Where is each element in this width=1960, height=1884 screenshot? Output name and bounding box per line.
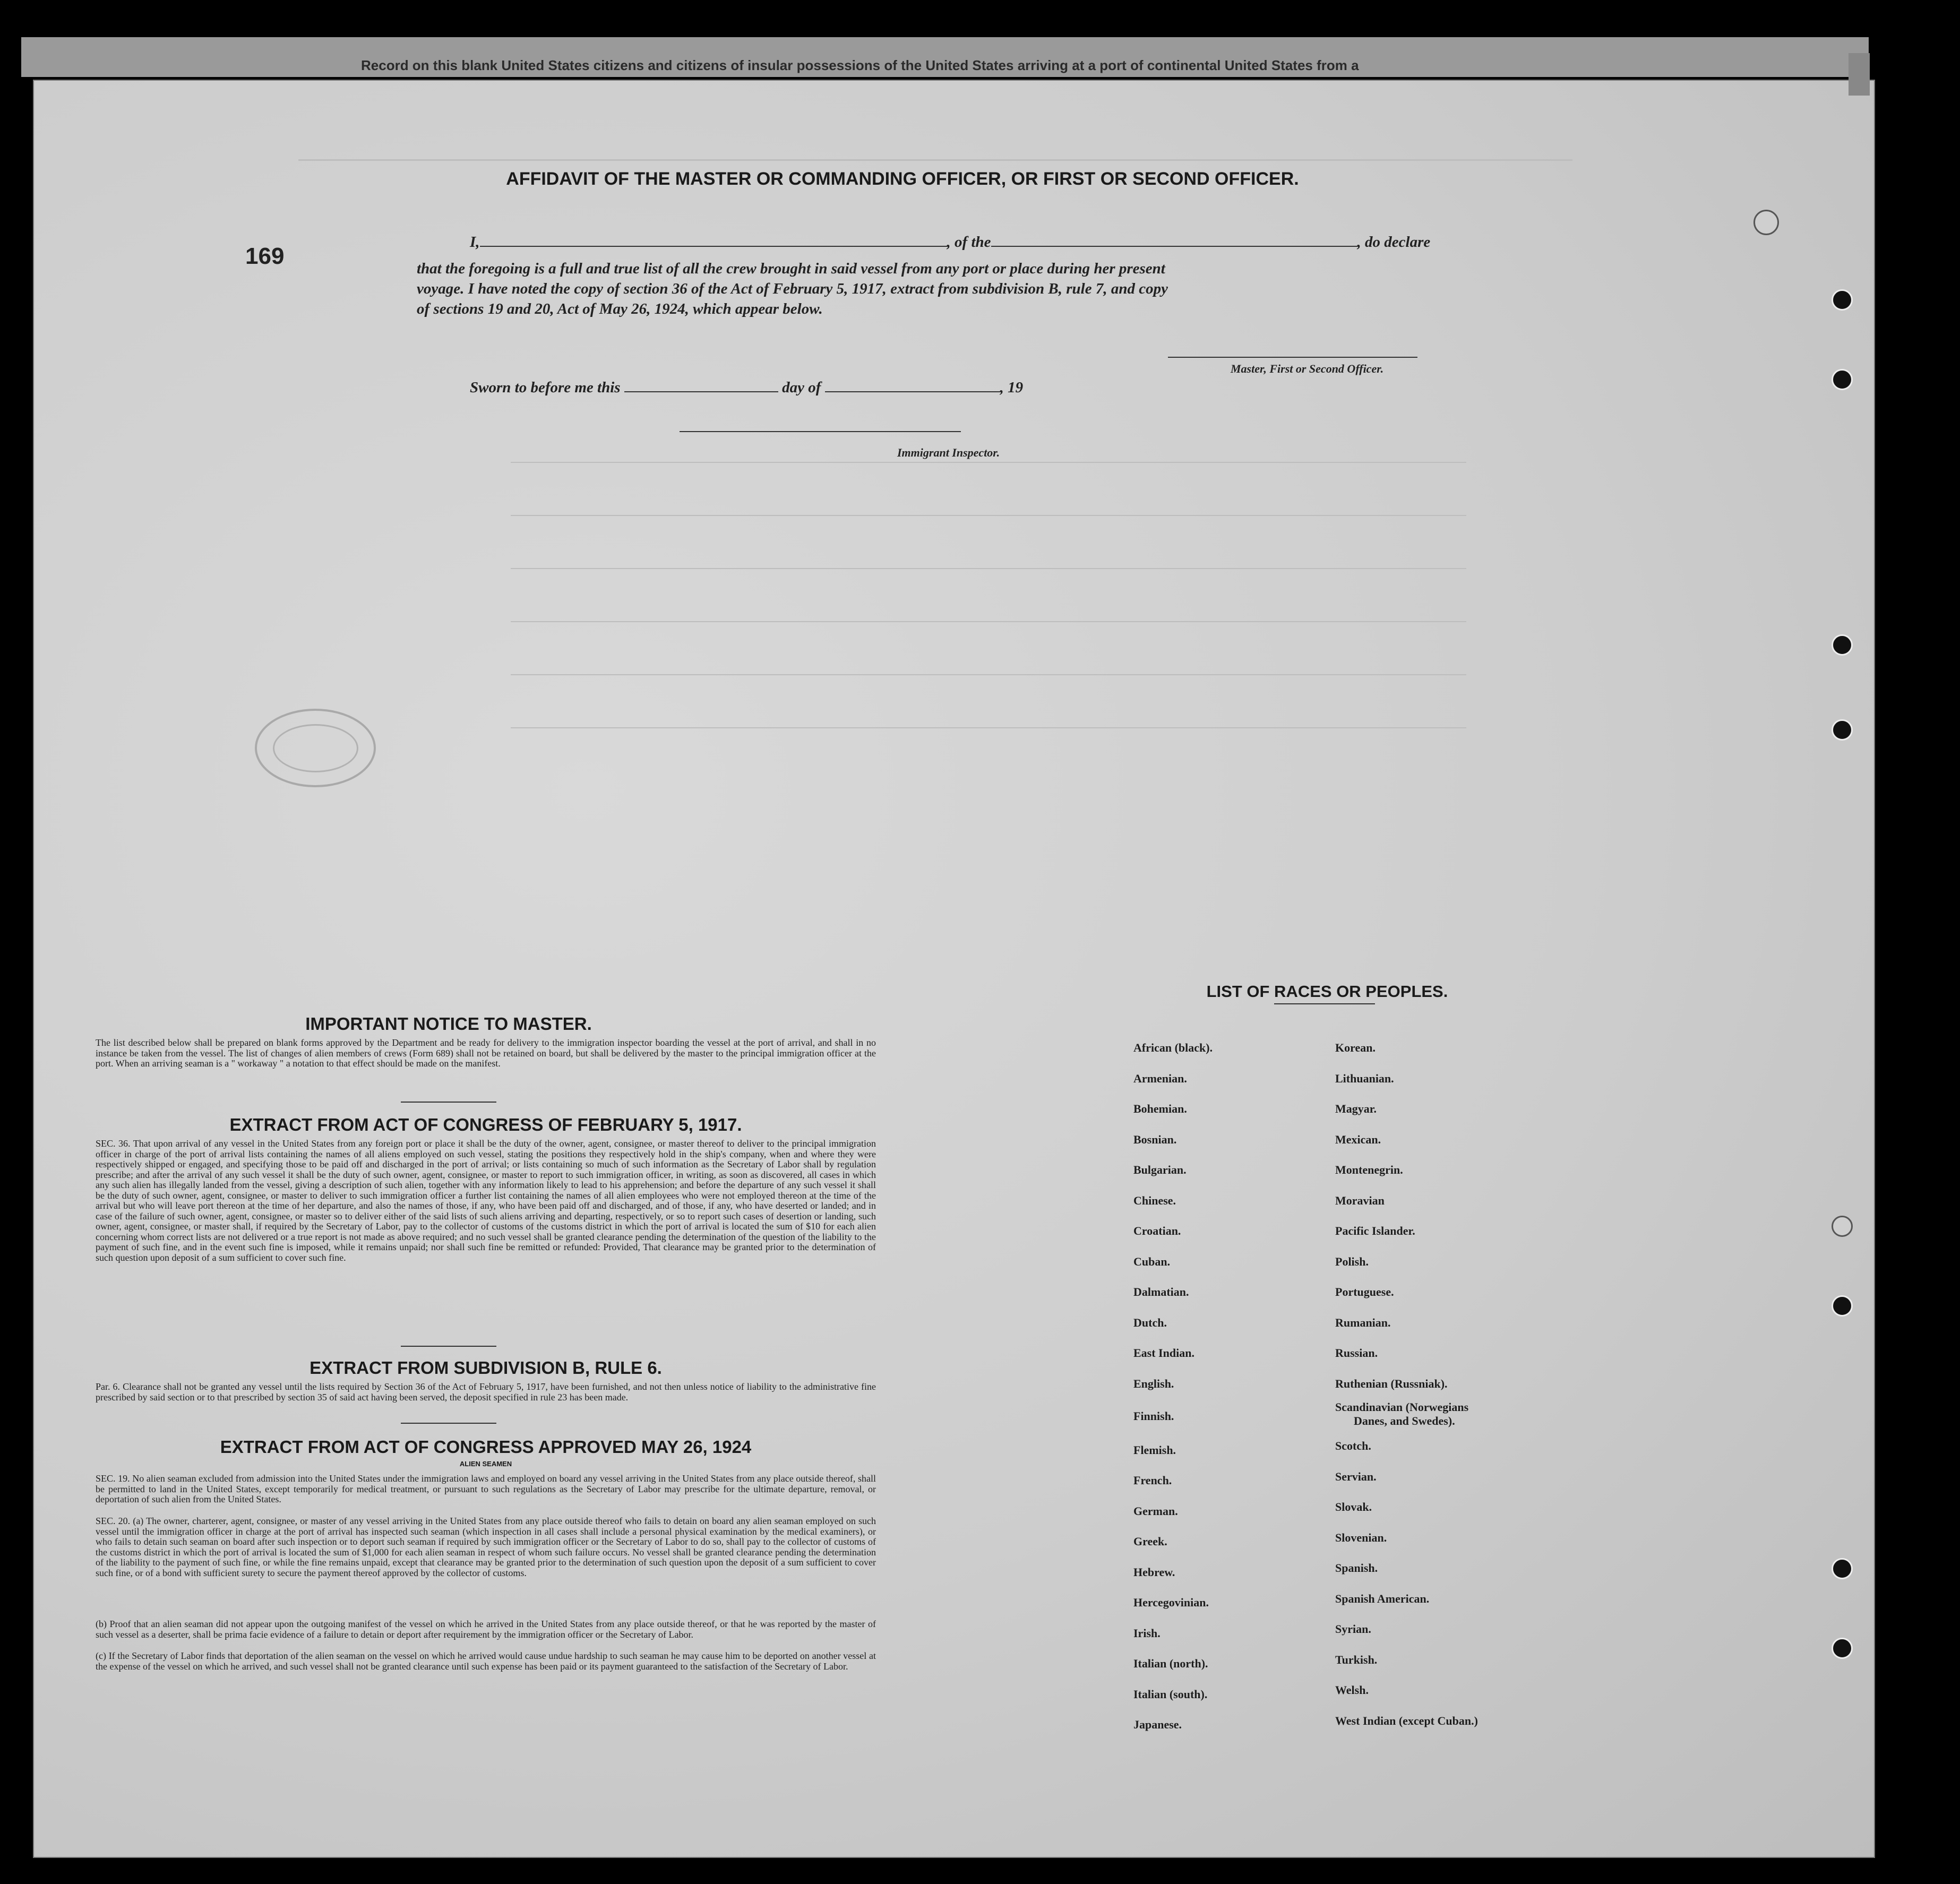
races-column-left <box>1133 1033 1213 1740</box>
race-item: Hebrew. <box>1133 1565 1175 1579</box>
race-item: Lithuanian. <box>1335 1071 1394 1085</box>
bleed-through-line <box>511 674 1466 675</box>
manifest-page <box>33 80 1875 1858</box>
extract-1924-title: EXTRACT FROM ACT OF CONGRESS APPROVED MAY 26, 1924 <box>220 1437 752 1457</box>
master-signature-label: Master, First or Second Officer. <box>1231 362 1384 375</box>
race-item-scandinavian <box>1335 1399 1478 1431</box>
race-item: Mexican. <box>1335 1132 1381 1146</box>
race-item: Servian. <box>1335 1469 1377 1483</box>
bleed-through-line <box>511 568 1466 569</box>
race-item: Cuban. <box>1133 1254 1171 1268</box>
extract-rule6-text: Par. 6. Clearance shall not be granted any vessel until the lists required by Section 36 of the Act of February 5, 1917, have been furnished, and not then unless notice of liability to the administrative fine prescribed by said section or to that prescribed by section 35 of said act having been served, the deposit specified in rule 23 has been made. <box>96 1381 876 1403</box>
notice-title: IMPORTANT NOTICE TO MASTER. <box>305 1014 592 1034</box>
top-strip-text: Record on this blank United States citizens and citizens of insular possessions of the United States arriving at a port of continental United States from a <box>361 57 1359 73</box>
binding-hole-icon <box>1832 1216 1853 1237</box>
extract-1917-title: EXTRACT FROM ACT OF CONGRESS OF FEBRUARY 5, 1917. <box>229 1115 742 1134</box>
master-signature-line <box>1168 357 1417 358</box>
race-item: Croatian. <box>1133 1224 1181 1237</box>
binding-hole-icon <box>1832 634 1853 656</box>
extract-1924-section-20a: SEC. 20. (a) The owner, charterer, agent, consignee, or master of any vessel arriving in the United States from any place outside thereof who fails to detain on board any alien seaman employed on such vessel until the immigration officer in charge at the port of arrival has inspected such seaman (which inspection in all cases shall include a personal physical examination by the medical examiners), or who fails to detain such seaman on board after such inspection or to deport such seaman if required by such immigration officer or the Secretary of Labor to do so, shall pay to the collector of customs of the customs district in which the port of arrival is located the sum of $1,000 for each alien seaman in respect of whom such failure occurs. No vessel shall be granted clearance pending the determination of the liability to the payment of such fine, or while the fine remains unpaid, except that clearance may be granted prior to the determination of such question upon the deposit of a sum sufficient to cover such fine, or of a bond with sufficient surety to secure the payment thereof approved by the collector of customs. <box>96 1516 876 1578</box>
extract-1924-section-19: SEC. 19. No alien seaman excluded from admission into the United States under the immigration laws and employed on board any vessel arriving in the United States from any place outside thereof, shall be permitted to land in the United States, except temporarily for medical treatment, or pursuant to such regulations as the Secretary of Labor may prescribe for the ultimate departure, removal, or deportation of such alien from the United States. <box>96 1473 876 1504</box>
extract-1917-text: SEC. 36. That upon arrival of any vessel in the United States from any foreign port or place it shall be the duty of the owner, agent, consignee, or master thereof to deliver to the principal immigration officer in charge of the port of arrival lists containing the names of all aliens employed on such vessel, stating the positions they respectively hold in the ship's company, when and where they were respectively shipped or engaged, and specifying those to be paid off and discharged in the port of arrival; or lists containing so much of such information as the Secretary of Labor shall by regulation prescribe; and after the arrival of any such vessel it shall be the duty of such owner, agent, consignee, or master to report to such immigration officer, in writing, as soon as discovered, all cases in which any such alien has illegally landed from the vessel, giving a description of such alien, together with any information likely to lead to his apprehension; and before the departure of any such vessel it shall be the duty of such owner, agent, consignee, or master to deliver to such immigration officer a further list containing the names of all alien employees who were not employed thereon at the time of the arrival but who will leave port thereon at the time of her departure, and also the names of those, if any, who have been paid off and discharged, and of those, if any, who have deserted or landed; and in case of the failure of such owner, agent, consignee, or master so to deliver either of the said lists of such aliens arriving and departing, respectively, or so to report such cases of desertion or landing, such owner, agent, consignee, or master shall, if required by the Secretary of Labor, pay to the collector of customs of the customs district in which the port of arrival is located the sum of $10 for each alien concerning whom correct lists are not delivered or a true report is not made as above required; and no such vessel shall be granted clearance pending the determination of the question of the liability to the payment of such fine, and in the event such fine is imposed, while it remains unpaid; nor shall such fine be remitted or refunded: Provided, That clearance may be granted prior to the determination of such question upon deposit of a sum sufficient to cover such fine. <box>96 1138 876 1263</box>
year-label: , 19 <box>1000 379 1024 396</box>
bleed-through-line <box>511 462 1466 463</box>
binding-hole-icon <box>1832 1558 1853 1579</box>
race-item: Russian. <box>1335 1346 1378 1360</box>
page-edge <box>1849 53 1870 96</box>
binding-hole-icon <box>1832 719 1853 741</box>
name-blank <box>480 246 947 247</box>
races-column-right <box>1335 1033 1478 1736</box>
race-item: Bulgarian. <box>1133 1163 1187 1176</box>
race-item: Montenegrin. <box>1335 1163 1403 1176</box>
day-of-label: day of <box>782 379 821 396</box>
race-item: West Indian (except Cuban.) <box>1335 1714 1478 1727</box>
sworn-label: Sworn to before me this <box>470 379 621 396</box>
race-item: Irish. <box>1133 1626 1160 1640</box>
section-divider <box>401 1346 496 1347</box>
race-item: Bohemian. <box>1133 1102 1187 1115</box>
extract-rule6-title: EXTRACT FROM SUBDIVISION B, RULE 6. <box>310 1358 662 1378</box>
extract-1924-section-20c: (c) If the Secretary of Labor finds that deportation of the alien seaman on the vessel on which he arrived would cause undue hardship to such seaman he may cause him to be deported on another vessel at the expense of the vessel on which he arrived, and such vessel shall not be granted clearance until such expense has been paid or its payment guaranteed to the satisfaction of the Secretary of Labor. <box>96 1650 876 1672</box>
bleed-through-line <box>511 515 1466 516</box>
bleed-through-line <box>511 727 1466 728</box>
notice-text: The list described below shall be prepared on blank forms approved by the Department and be ready for delivery to the immigration inspector boarding the vessel at the port of arrival, and shall in no instance be taken from the vessel. The list of changes of alien members of crews (Form 689) shall not be retained on board, but shall be delivered by the master to the principal immigration officer at the port. When an arriving seaman is a " workaway " a notation to that effect should be made on the manifest. <box>96 1037 876 1069</box>
races-title-underline <box>1274 1003 1375 1004</box>
race-item: English. <box>1133 1377 1174 1390</box>
race-item: Polish. <box>1335 1254 1369 1268</box>
race-item: Scotch. <box>1335 1439 1371 1452</box>
race-item: Dutch. <box>1133 1315 1167 1329</box>
top-paper-strip <box>21 37 1869 77</box>
extract-1924-section-20b: (b) Proof that an alien seaman did not appear upon the outgoing manifest of the vessel on which he arrived in the United States from any place outside thereof, or that he was reported by the master of such vessel as a deserter, shall be prima facie evidence of a failure to detain or deport after requirement by the immigration officer or the Secretary of Labor. <box>96 1619 876 1640</box>
affidavit-title: AFFIDAVIT OF THE MASTER OR COMMANDING OFFICER, OR FIRST OR SECOND OFFICER. <box>506 169 1299 189</box>
race-item: Scandinavian (Norwegians <box>1335 1400 1469 1414</box>
affidavit-line-4: of sections 19 and 20, Act of May 26, 1924, which appear below. <box>417 300 823 317</box>
race-item: Dalmatian. <box>1133 1285 1189 1298</box>
race-item: Portuguese. <box>1335 1285 1394 1298</box>
race-item: Spanish. <box>1335 1561 1378 1575</box>
race-item: Chinese. <box>1133 1193 1176 1207</box>
race-item: Syrian. <box>1335 1622 1371 1636</box>
races-title: LIST OF RACES OR PEOPLES. <box>1206 982 1448 1001</box>
race-item: Korean. <box>1335 1041 1376 1054</box>
sheet-number: 169 <box>245 243 285 269</box>
race-item: Slovak. <box>1335 1500 1372 1513</box>
race-item: German. <box>1133 1504 1178 1518</box>
section-divider <box>401 1423 496 1424</box>
race-item: Finnish. <box>1133 1409 1174 1423</box>
affidavit-i-label: I, <box>470 234 480 251</box>
race-item: Turkish. <box>1335 1653 1378 1666</box>
race-item: Welsh. <box>1335 1683 1369 1697</box>
binding-hole-icon <box>1832 289 1853 311</box>
race-item: Flemish. <box>1133 1443 1176 1457</box>
race-item: Hercegovinian. <box>1133 1596 1209 1609</box>
race-item: Japanese. <box>1133 1718 1182 1731</box>
affidavit-line-2: that the foregoing is a full and true list of all the crew brought in said vessel from any port or place during her present <box>417 260 1165 277</box>
inspector-signature-label: Immigrant Inspector. <box>897 446 1000 459</box>
race-item: Spanish American. <box>1335 1591 1430 1605</box>
binding-hole-icon <box>1832 1638 1853 1659</box>
section-divider <box>401 1102 496 1103</box>
race-item: Greek. <box>1133 1535 1167 1548</box>
binding-hole-icon <box>1832 369 1853 390</box>
race-item: East Indian. <box>1133 1346 1194 1360</box>
race-item: Pacific Islander. <box>1335 1224 1415 1237</box>
sworn-line <box>470 379 1023 397</box>
day-blank <box>624 391 778 392</box>
race-item: Italian (south). <box>1133 1687 1208 1701</box>
month-blank <box>825 391 1000 392</box>
bleed-through-line <box>511 621 1466 622</box>
affidavit-line-1 <box>470 234 1430 251</box>
race-item: Ruthenian (Russniak). <box>1335 1377 1448 1390</box>
binding-hole-icon <box>1832 1295 1853 1317</box>
port-stamp <box>255 709 376 787</box>
affidavit-line-3: voyage. I have noted the copy of section 36 of the Act of February 5, 1917, extract from subdivision B, rule 7, and copy <box>417 280 1168 297</box>
race-item: Rumanian. <box>1335 1315 1391 1329</box>
race-item: Moravian <box>1335 1193 1385 1207</box>
race-item: Armenian. <box>1133 1071 1187 1085</box>
race-item: Magyar. <box>1335 1102 1377 1115</box>
affidavit-declare-label: , do declare <box>1357 234 1431 251</box>
race-item: Bosnian. <box>1133 1132 1177 1146</box>
vessel-blank <box>991 246 1357 247</box>
affidavit-of-the-label: , of the <box>947 234 991 251</box>
binding-hole-icon <box>1753 210 1779 235</box>
extract-1924-subtitle: ALIEN SEAMEN <box>459 1460 512 1468</box>
race-item: French. <box>1133 1474 1172 1487</box>
race-item: Italian (north). <box>1133 1657 1208 1670</box>
bleed-through-line <box>298 159 1572 161</box>
inspector-signature-line <box>680 431 961 432</box>
race-item: African (black). <box>1133 1041 1213 1054</box>
race-item-continued: Danes, and Swedes). <box>1354 1414 1455 1427</box>
race-item: Slovenian. <box>1335 1530 1387 1544</box>
